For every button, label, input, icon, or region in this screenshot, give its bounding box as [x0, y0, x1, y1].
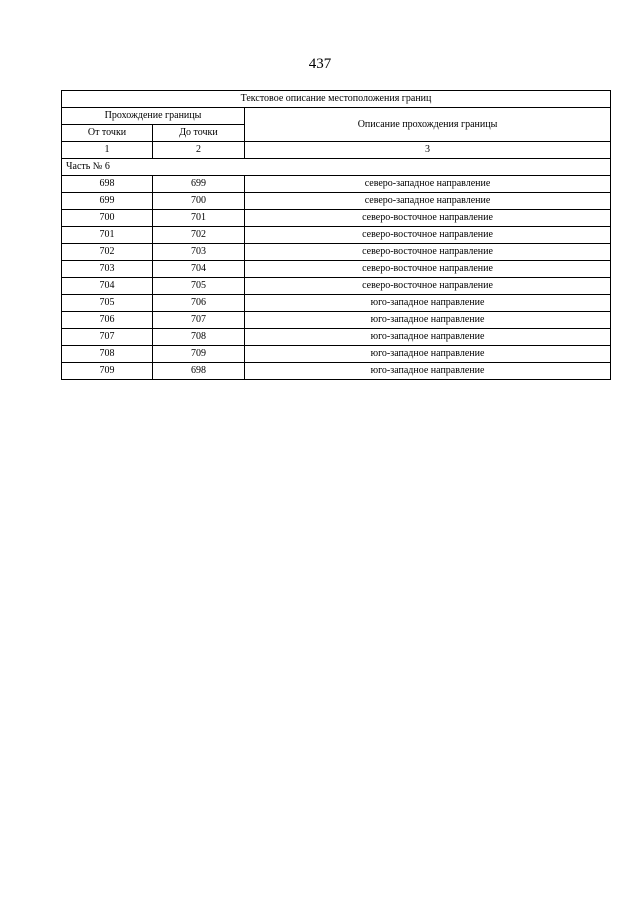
- table-row: [62, 329, 611, 346]
- description-cell: северо-западное направление: [245, 176, 611, 193]
- table-row: [62, 176, 611, 193]
- to-point-cell: 708: [153, 329, 245, 346]
- header-from-point: От точки: [62, 125, 153, 142]
- table-row: [62, 295, 611, 312]
- column-number-2: 2: [153, 142, 245, 159]
- from-point-cell: 703: [62, 261, 153, 278]
- table-row: [62, 363, 611, 380]
- column-number-3: 3: [245, 142, 611, 159]
- section-row: [62, 159, 611, 176]
- description-cell: юго-западное направление: [245, 329, 611, 346]
- boundary-description-table: [61, 90, 611, 380]
- to-point-cell: 707: [153, 312, 245, 329]
- table-row: [62, 278, 611, 295]
- section-label: Часть № 6: [62, 159, 611, 176]
- to-point-cell: 709: [153, 346, 245, 363]
- table-row: [62, 312, 611, 329]
- from-point-cell: 706: [62, 312, 153, 329]
- table-title-row: [62, 91, 611, 108]
- header-to-point: До точки: [153, 125, 245, 142]
- table-row: [62, 210, 611, 227]
- from-point-cell: 705: [62, 295, 153, 312]
- table-header-row: [62, 108, 611, 125]
- description-cell: северо-западное направление: [245, 193, 611, 210]
- from-point-cell: 708: [62, 346, 153, 363]
- from-point-cell: 707: [62, 329, 153, 346]
- table-row: [62, 346, 611, 363]
- description-cell: северо-восточное направление: [245, 227, 611, 244]
- to-point-cell: 698: [153, 363, 245, 380]
- description-cell: юго-западное направление: [245, 295, 611, 312]
- from-point-cell: 701: [62, 227, 153, 244]
- table-row: [62, 227, 611, 244]
- to-point-cell: 699: [153, 176, 245, 193]
- header-description: Описание прохождения границы: [245, 108, 611, 142]
- description-cell: юго-западное направление: [245, 312, 611, 329]
- from-point-cell: 709: [62, 363, 153, 380]
- to-point-cell: 701: [153, 210, 245, 227]
- table-row: [62, 261, 611, 278]
- from-point-cell: 698: [62, 176, 153, 193]
- from-point-cell: 700: [62, 210, 153, 227]
- to-point-cell: 703: [153, 244, 245, 261]
- to-point-cell: 706: [153, 295, 245, 312]
- column-number-row: [62, 142, 611, 159]
- from-point-cell: 704: [62, 278, 153, 295]
- table-row: [62, 244, 611, 261]
- description-cell: северо-восточное направление: [245, 210, 611, 227]
- description-cell: северо-восточное направление: [245, 244, 611, 261]
- from-point-cell: 699: [62, 193, 153, 210]
- table-row: [62, 193, 611, 210]
- to-point-cell: 702: [153, 227, 245, 244]
- page-number: 437: [308, 56, 332, 72]
- description-cell: северо-восточное направление: [245, 261, 611, 278]
- to-point-cell: 705: [153, 278, 245, 295]
- group-header: Прохождение границы: [62, 108, 245, 125]
- table-title: Текстовое описание местоположения границ: [62, 91, 611, 108]
- column-number-1: 1: [62, 142, 153, 159]
- description-cell: юго-западное направление: [245, 363, 611, 380]
- description-cell: юго-западное направление: [245, 346, 611, 363]
- to-point-cell: 700: [153, 193, 245, 210]
- from-point-cell: 702: [62, 244, 153, 261]
- to-point-cell: 704: [153, 261, 245, 278]
- description-cell: северо-восточное направление: [245, 278, 611, 295]
